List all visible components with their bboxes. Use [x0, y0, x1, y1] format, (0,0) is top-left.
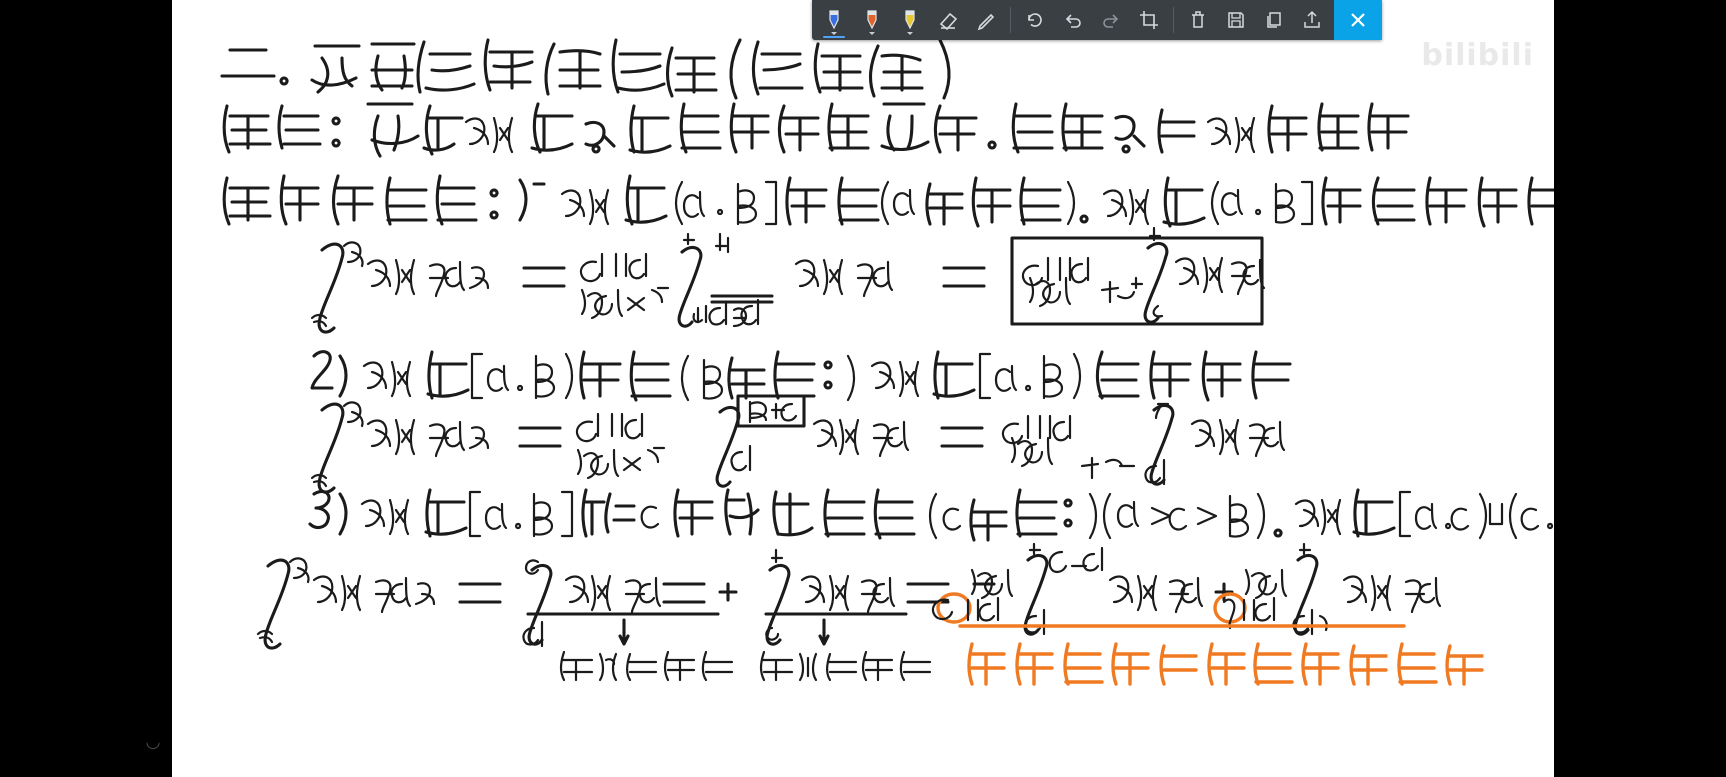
formula-2 [312, 396, 1284, 492]
annotation-orange [960, 626, 1482, 684]
edit-actions-group [1013, 0, 1171, 40]
letterbox-left [0, 0, 172, 777]
close-button[interactable] [1334, 0, 1382, 40]
pen-tools-group [812, 0, 1008, 40]
formula-3-right [933, 544, 1440, 634]
formula-1 [312, 228, 1264, 332]
chevron-down-icon [869, 32, 875, 35]
save-button[interactable] [1217, 0, 1255, 40]
bilibili-watermark: bilibili [1421, 38, 1534, 73]
toolbar-separator-2 [1173, 7, 1174, 33]
redo-button[interactable] [1092, 0, 1130, 40]
stats-icon: ◡ [145, 732, 161, 751]
chevron-down-icon [831, 32, 837, 35]
formula-3 [258, 550, 994, 648]
toolbar-separator-1 [1010, 7, 1011, 33]
pen-tool-1-button[interactable] [815, 0, 853, 40]
whiteboard-canvas[interactable] [172, 0, 1554, 777]
note-line-definition [224, 176, 1554, 226]
handwritten-notes-layer [172, 0, 1554, 777]
laser-pointer-tool-button[interactable] [967, 0, 1005, 40]
crop-button[interactable] [1130, 0, 1168, 40]
note-line-case3 [310, 490, 1552, 540]
eraser-tool-button[interactable] [929, 0, 967, 40]
note-line-definition-point [224, 104, 1408, 156]
undo-history-button[interactable] [1016, 0, 1054, 40]
file-actions-group [1176, 0, 1334, 40]
delete-button[interactable] [1179, 0, 1217, 40]
share-button[interactable] [1293, 0, 1331, 40]
note-title [222, 40, 949, 98]
pen-tool-2-button[interactable] [853, 0, 891, 40]
note-line-case2 [312, 352, 1290, 400]
annotation-right [761, 652, 930, 680]
annotation-toolbar[interactable] [812, 0, 1382, 40]
highlighter-tool-button[interactable] [891, 0, 929, 40]
chevron-down-icon [907, 32, 913, 35]
undo-button[interactable] [1054, 0, 1092, 40]
copy-button[interactable] [1255, 0, 1293, 40]
annotation-left [561, 652, 732, 680]
